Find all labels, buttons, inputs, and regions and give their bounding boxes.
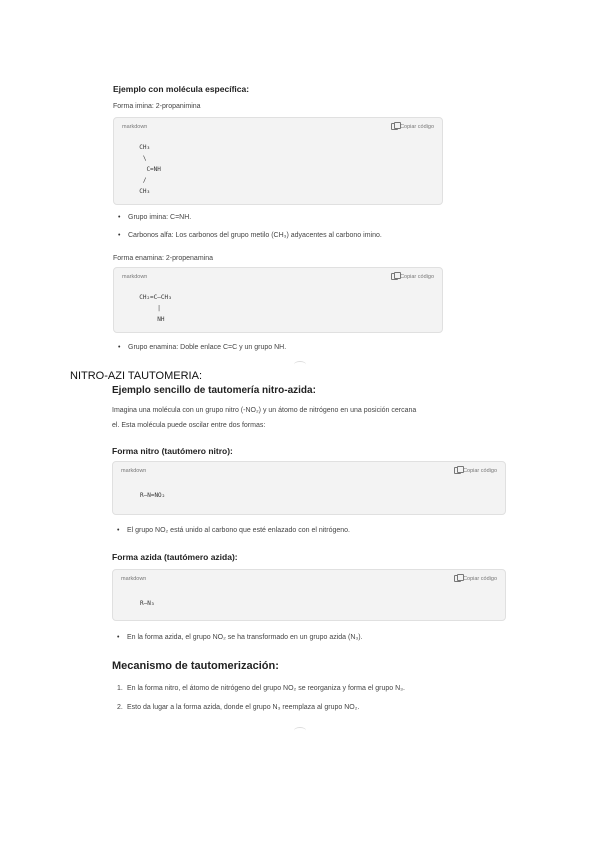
section-title: NITRO-AZI TAUTOMERIA: [70, 370, 203, 382]
code-lang-label: markdown [122, 124, 148, 130]
list-item: • Carbonos alfa: Los carbonos del grupo metilo (CH₃) adyacentes al carbono imino. [128, 232, 382, 239]
code-block-nitro [112, 461, 506, 515]
copy-code-button[interactable]: Copiar código [391, 273, 434, 280]
list-item: • En la forma azida, el grupo NO₂ se ha transformado en un grupo azida (N₃). [127, 634, 363, 641]
divider [294, 361, 306, 368]
copy-icon [454, 467, 461, 474]
list-number: 2. [117, 704, 123, 711]
code-line: CH₃ [132, 144, 151, 151]
copy-icon [391, 123, 398, 130]
copy-icon [391, 273, 398, 280]
intro-line: el. Esta molécula puede oscilar entre dos formas: [112, 422, 266, 429]
code-line: | [132, 305, 161, 312]
code-lang-label: markdown [121, 576, 147, 582]
list-item: • El grupo NO₂ está unido al carbono que esté enlazado con el nitrógeno. [127, 527, 350, 534]
list-number: 1. [117, 685, 123, 692]
code-line: NH [132, 316, 165, 323]
divider [294, 727, 306, 734]
imine-label: Forma imina: 2-propanimina [113, 103, 201, 110]
list-item: En la forma nitro, el átomo de nitrógeno del grupo NO₂ se reorganiza y forma el grupo N₃. [127, 685, 405, 692]
code-line: CH₂=C–CH₃ [132, 294, 172, 301]
code-block-enamine [113, 267, 443, 333]
copy-code-button[interactable]: Copiar código [391, 123, 434, 130]
copy-code-button[interactable]: Copiar código [454, 575, 497, 582]
intro-line: Imagina una molécula con un grupo nitro (-NO₂) y un átomo de nitrógeno en una posición cercana [112, 407, 417, 414]
code-line: / [132, 177, 147, 184]
list-item: • Grupo imina: C=NH. [128, 214, 191, 221]
nitro-form-label: Forma nitro (tautómero nitro): [112, 446, 233, 456]
enamine-label: Forma enamina: 2-propenamina [113, 255, 213, 262]
nitro-heading: Ejemplo sencillo de tautomería nitro-azida: [112, 385, 316, 396]
code-line: R–N=NO₂ [140, 492, 166, 499]
code-line: R–N₃ [140, 600, 155, 607]
copy-icon [454, 575, 461, 582]
code-line: C=NH [132, 166, 161, 173]
mechanism-heading: Mecanismo de tautomerización: [112, 660, 279, 672]
list-item: • Grupo enamina: Doble enlace C=C y un grupo NH. [128, 344, 286, 351]
code-block-imine [113, 117, 443, 205]
code-line: \ [132, 155, 147, 162]
example-heading: Ejemplo con molécula específica: [113, 84, 250, 94]
list-item: Esto da lugar a la forma azida, donde el grupo N₃ reemplaza al grupo NO₂. [127, 704, 360, 711]
azide-form-label: Forma azida (tautómero azida): [112, 552, 238, 562]
code-lang-label: markdown [121, 468, 147, 474]
code-block-azide [112, 569, 506, 621]
code-lang-label: markdown [122, 274, 148, 280]
copy-code-button[interactable]: Copiar código [454, 467, 497, 474]
code-line: CH₃ [132, 188, 151, 195]
